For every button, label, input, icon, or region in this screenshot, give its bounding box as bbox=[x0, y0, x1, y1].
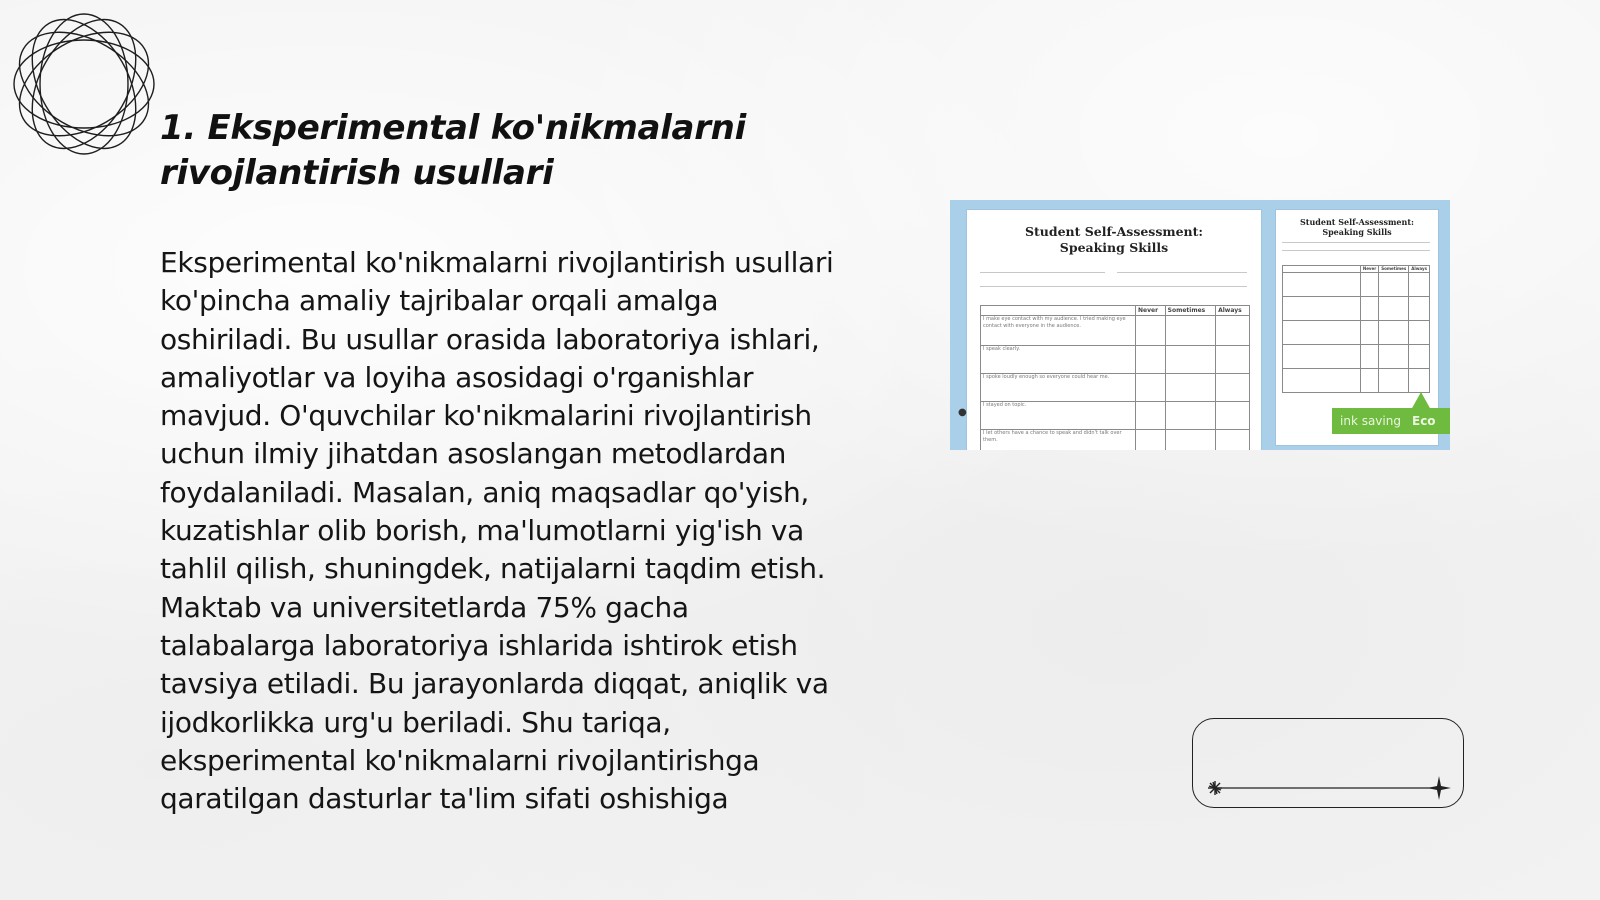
worksheet-main-page bbox=[966, 209, 1262, 450]
table-header-always: Always bbox=[1409, 266, 1430, 273]
worksheet-main-title-line1: Student Self-Assessment: bbox=[1024, 224, 1204, 239]
table-cell bbox=[1216, 316, 1250, 346]
table-cell bbox=[1283, 273, 1361, 297]
table-row bbox=[981, 346, 1250, 374]
table-cell bbox=[1283, 369, 1361, 393]
worksheet-preview-image bbox=[950, 200, 1450, 450]
lips-icon: ● bbox=[958, 407, 967, 418]
table-cell bbox=[1136, 316, 1166, 346]
table-row bbox=[1283, 297, 1430, 321]
table-cell bbox=[1409, 297, 1430, 321]
table-header-blank bbox=[981, 306, 1136, 316]
date-line bbox=[1117, 272, 1247, 273]
table-cell bbox=[1216, 430, 1250, 451]
table-cell bbox=[1165, 374, 1215, 402]
eco-badge-ink-label: ink saving bbox=[1340, 414, 1401, 428]
worksheet-main-title bbox=[967, 210, 1261, 256]
table-header-never: Never bbox=[1136, 306, 1166, 316]
table-row bbox=[1283, 273, 1430, 297]
table-cell bbox=[1379, 321, 1409, 345]
table-cell bbox=[1165, 346, 1215, 374]
topic-line bbox=[980, 286, 1247, 287]
four-point-star-icon bbox=[1427, 776, 1451, 800]
table-cell bbox=[1165, 402, 1215, 430]
table-cell bbox=[1409, 345, 1430, 369]
table-cell bbox=[1136, 430, 1166, 451]
slide-body-text: Eksperimental ko'nikmalarni rivojlantirish usullari ko'pincha amaliy tajribalar orqali amalga oshiriladi. Bu usullar orasida laboratoriya ishlari, amaliyotlar va loyiha asosidagi o'rganishlar mavjud. O'quvchilar ko'nikmalarini rivojlantirish uchun ilmiy jihatdan asoslangan metodlardan foydalaniladi. Masalan, aniq maqsadlar qo'yish, kuzatishlar olib borish, ma'lumotlarni yig'ish va tahlil qilish, shuningdek, natijalarni taqdim etish. Maktab va universitetlarda 75% gacha talabalarga laboratoriya ishlarida ishtirok etish tavsiya etiladi. Bu jarayonlarda diqqat, aniqlik va ijodkorlikka urg'u beriladi. Shu tariqa, eksperimental ko'nikmalarni rivojlantirishga qaratilgan dasturlar ta'lim sifati oshishiga bbox=[160, 246, 834, 816]
worksheet-side-title-line2: Speaking Skills bbox=[1322, 227, 1392, 237]
table-header-sometimes: Sometimes bbox=[1379, 266, 1409, 273]
table-row bbox=[1283, 369, 1430, 393]
table-header-blank bbox=[1283, 266, 1361, 273]
table-cell bbox=[1283, 345, 1361, 369]
worksheet-main-title-line2: Speaking Skills bbox=[1059, 240, 1169, 255]
table-cell bbox=[1360, 345, 1378, 369]
table-row-label: I stayed on topic. bbox=[981, 402, 1136, 430]
table-cell bbox=[1379, 273, 1409, 297]
slide-title: 1. Eksperimental ko'nikmalarni rivojlantirish usullari bbox=[160, 108, 746, 193]
table-header-never: Never bbox=[1360, 266, 1378, 273]
table-cell bbox=[1165, 316, 1215, 346]
eco-ink-saving-badge bbox=[1332, 408, 1450, 434]
worksheet-side-title-line1: Student Self-Assessment: bbox=[1300, 217, 1414, 227]
table-cell bbox=[1379, 369, 1409, 393]
table-cell bbox=[1216, 374, 1250, 402]
table-cell bbox=[1165, 430, 1215, 451]
side-assessment-table bbox=[1282, 265, 1430, 393]
name-line bbox=[980, 272, 1105, 273]
table-cell bbox=[1379, 345, 1409, 369]
table-header-row bbox=[981, 306, 1250, 316]
table-cell bbox=[1360, 297, 1378, 321]
table-cell bbox=[1216, 402, 1250, 430]
sparkle-line-decoration bbox=[1193, 719, 1465, 809]
table-cell bbox=[1409, 273, 1430, 297]
table-row-label: I make eye contact with my audience. I tried making eye contact with everyone in the audience. bbox=[981, 316, 1136, 346]
name-line bbox=[1282, 242, 1430, 243]
starburst-icon bbox=[1208, 781, 1222, 795]
table-header-always: Always bbox=[1216, 306, 1250, 316]
table-row bbox=[981, 316, 1250, 346]
rounded-frame-decoration bbox=[1192, 718, 1464, 808]
table-header-sometimes: Sometimes bbox=[1165, 306, 1215, 316]
assessment-table bbox=[980, 305, 1250, 450]
table-cell bbox=[1136, 374, 1166, 402]
table-row-label: I let others have a chance to speak and didn't talk over them. bbox=[981, 430, 1136, 451]
worksheet-side-title bbox=[1276, 210, 1438, 237]
table-row bbox=[981, 402, 1250, 430]
table-cell bbox=[1409, 369, 1430, 393]
table-cell bbox=[1360, 273, 1378, 297]
eco-badge-eco-label: Eco bbox=[1412, 414, 1436, 428]
table-row-label: I spoke loudly enough so everyone could hear me. bbox=[981, 374, 1136, 402]
table-header-row bbox=[1283, 266, 1430, 273]
table-cell bbox=[1216, 346, 1250, 374]
table-row-label: I speak clearly. bbox=[981, 346, 1136, 374]
table-cell bbox=[1283, 297, 1361, 321]
table-cell bbox=[1360, 321, 1378, 345]
topic-line bbox=[1282, 250, 1430, 251]
table-cell bbox=[1136, 402, 1166, 430]
table-cell bbox=[1136, 346, 1166, 374]
orbit-rings-decoration bbox=[10, 10, 158, 158]
table-row bbox=[1283, 321, 1430, 345]
table-row bbox=[981, 374, 1250, 402]
table-row bbox=[1283, 345, 1430, 369]
table-cell bbox=[1409, 321, 1430, 345]
table-cell bbox=[1379, 297, 1409, 321]
table-row bbox=[981, 430, 1250, 451]
table-cell bbox=[1360, 369, 1378, 393]
table-cell bbox=[1283, 321, 1361, 345]
